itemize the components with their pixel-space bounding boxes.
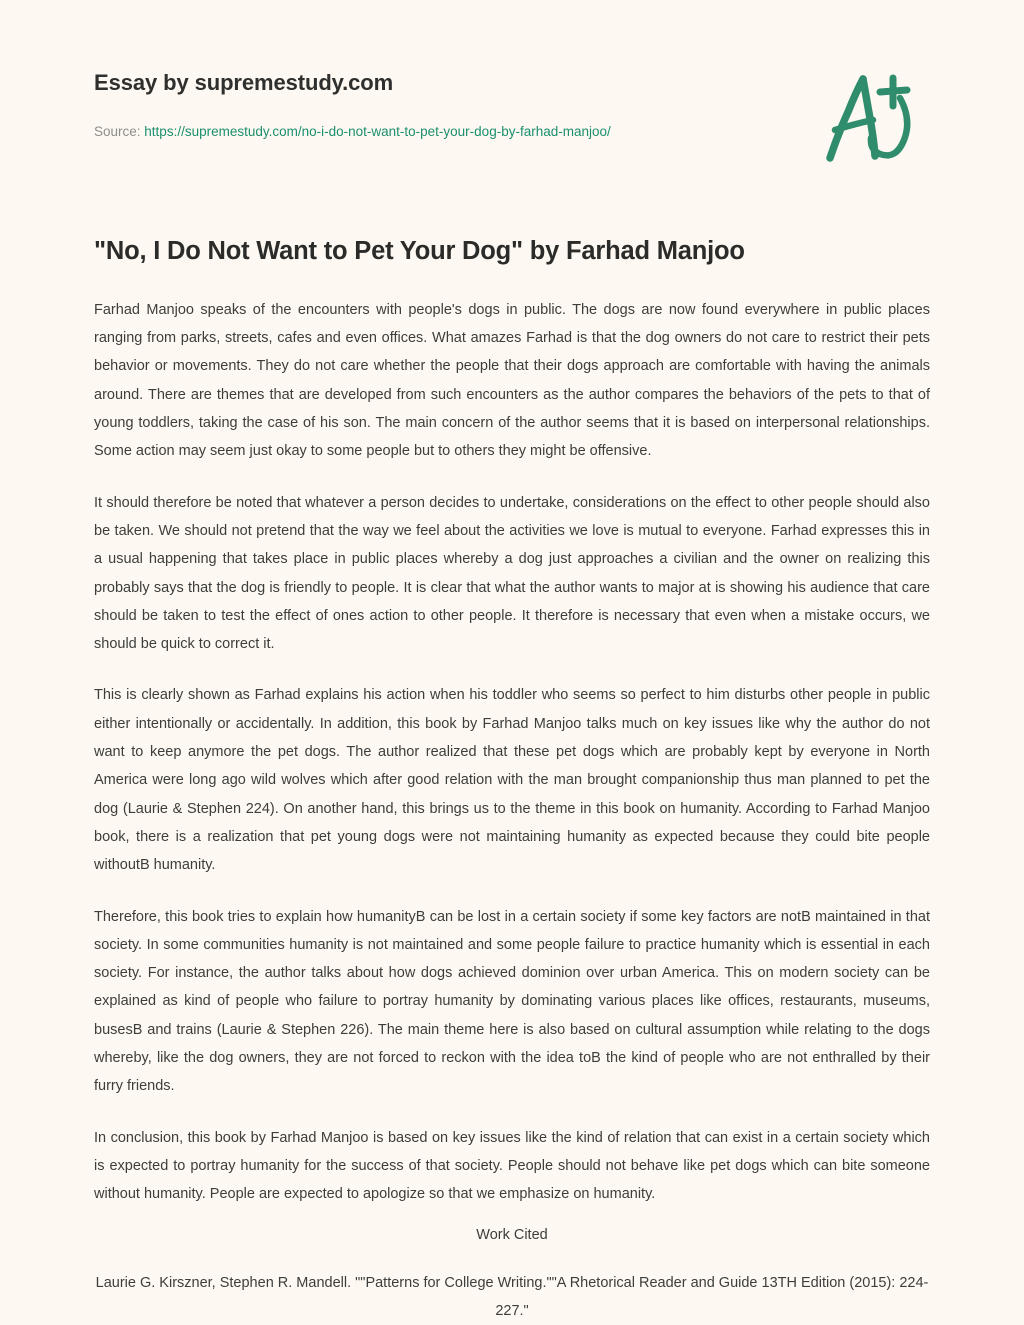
document-body (94, 236, 930, 1325)
paragraph: In conclusion, this book by Farhad Manjoo is based on key issues like the kind of relation that can exist in a certain society which is expected to portray humanity for the success of that society. People should not behave like pet dogs which can bite someone without humanity. People are expected to apologize so that we emphasize on humanity. (94, 1129, 930, 1203)
a-plus-logo-icon (818, 68, 922, 168)
brand-title: Essay by supremestudy.com (94, 70, 394, 95)
paragraph: Therefore, this book tries to explain how humanityB can be lost in a certain society if some key factors are notB maintained in that society. In some communities humanity is not maintained and some people failure to practice humanity which is essential in each society. For instance, the author talks about how dogs achieved dominion over urban America. This on modern society can be explained as kind of people who failure to portray humanity by dominating various places like offices, restaurants, museums, busesB and trains (Laurie & Stephen 226). The main theme here is also based on cultural assumption while relating to the dogs whereby, like the dog owners, they are not forced to reckon with the idea toB the kind of people who are not enthralled by their furry friends. (94, 908, 930, 1095)
source-url-link[interactable]: https://supremestudy.com/no-i-do-not-want-to-pet-your-dog-by-farhad-manjoo/ (144, 124, 611, 139)
source-line (94, 124, 611, 139)
citation-entry: Laurie G. Kirszner, Stephen R. Mandell. ""Patterns for College Writing.""A Rhetorical Reader and Guide 13TH Edition (2015): 224-227." (95, 1274, 929, 1320)
page-title: "No, I Do Not Want to Pet Your Dog" by Farhad Manjoo (94, 237, 745, 265)
source-label: Source: (94, 124, 141, 139)
paragraph: It should therefore be noted that whatever a person decides to undertake, considerations on the effect to other people should also be taken. We should not pretend that the way we feel about the activities we love is mutual to everyone. Farhad expresses this in a usual happening that takes place in public places whereby a dog just approaches a civilian and the owner on realizing this probably says that the dog is friendly to people. It is clear that what the author wants to major at is showing his audience that care should be taken to test the effect of ones action to other people. It therefore is necessary that even when a mistake occurs, we should be quick to correct it. (94, 494, 930, 653)
paragraph: This is clearly shown as Farhad explains his action when his toddler who seems so perfect to him disturbs other people in public either intentionally or accidentally. In addition, this book by Farhad Manjoo talks much on key issues like why the author do not want to keep anymore the pet dogs. The author realized that these pet dogs which are probably kept by everyone in North America were long ago wild wolves which after good relation with the man brought companionship thus man planned to pet the dog (Laurie & Stephen 224). On another hand, this brings us to the theme in this book on humanity. According to Farhad Manjoo book, there is a realization that pet young dogs were not maintaining humanity as expected because they could bite people withoutB humanity. (94, 687, 930, 874)
works-cited-heading: Work Cited (476, 1227, 548, 1244)
paragraph: Farhad Manjoo speaks of the encounters with people's dogs in public. The dogs are now found everywhere in public places ranging from parks, streets, cafes and even offices. What amazes Farhad is that the dog owners do not care to restrict their pets behavior or movements. They do not care whether the people that their dogs approach are comfortable with having the animals around. There are themes that are developed from such encounters as the author compares the behaviors of the pets to that of young toddlers, taking the case of his son. The main concern of the author seems that it is based on interpersonal relationships. Some action may seem just okay to some people but to others they might be offensive. (94, 301, 930, 460)
page-header (0, 0, 1024, 210)
